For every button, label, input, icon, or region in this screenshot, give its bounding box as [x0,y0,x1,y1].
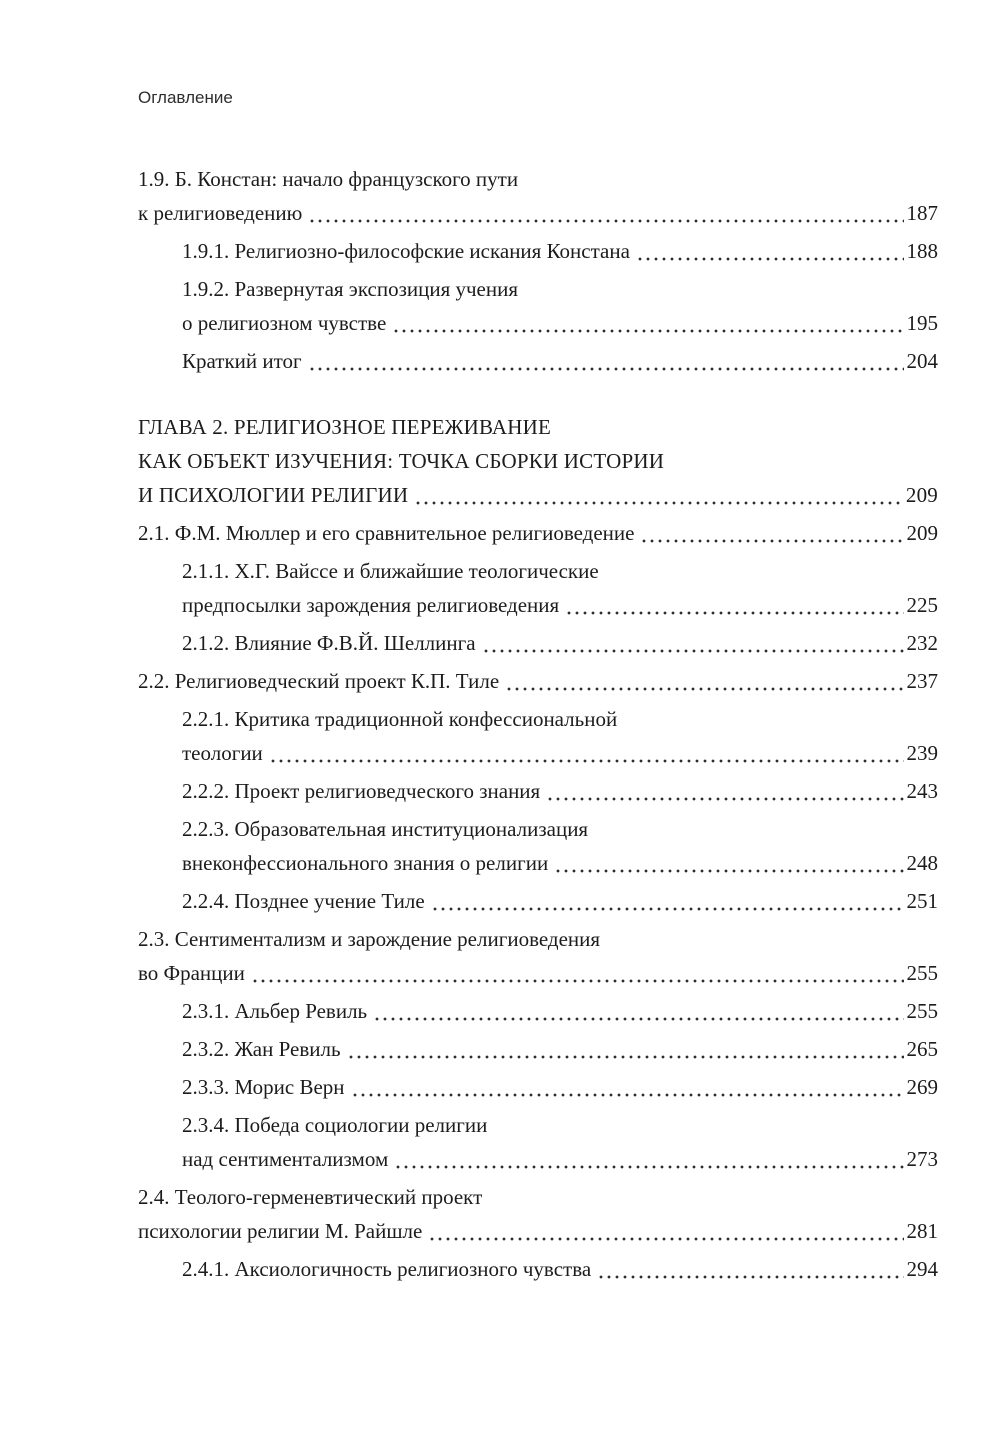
page-number: 251 [906,889,938,913]
toc-entry-title: КАК ОБЪЕКТ ИЗУЧЕНИЯ: ТОЧКА СБОРКИ ИСТОРИИ [138,449,665,473]
dot-leader [565,588,903,622]
toc-entry-title: 2.1.1. Х.Г. Вайссе и ближайшие теологические [182,559,599,583]
toc-line [182,812,938,846]
toc-entry-title: 2.1.2. Влияние Ф.В.Й. Шеллинга [182,631,476,655]
toc-entry-title: 1.9.1. Религиозно-философские искания Констана [182,239,630,263]
toc-entry [138,272,938,340]
dot-leader [482,626,904,660]
toc-line [182,554,938,588]
dot-leader [505,664,903,698]
toc-line [138,956,938,990]
toc-line [182,1252,938,1286]
toc-entry-title: 2.3.2. Жан Ревиль [182,1037,341,1061]
toc-line [182,1108,938,1142]
toc-line [182,774,938,808]
toc-entry [138,812,938,880]
toc-line [138,162,938,196]
toc-entry-title: 2.3. Сентиментализм и зарождение религиоведения [138,927,601,951]
page-number: 255 [906,961,938,985]
toc-entry [138,1252,938,1286]
toc-line [138,196,938,230]
toc-line [138,1180,938,1214]
toc-line [138,922,938,956]
dot-leader [640,516,903,550]
toc-entry-title: 2.3.3. Морис Верн [182,1075,345,1099]
toc-line [138,444,938,478]
dot-leader [308,196,903,230]
page-number: 195 [906,311,938,335]
toc-entry [138,702,938,770]
toc-entry-title: над сентиментализмом [182,1147,389,1171]
toc-entry-title: о религиозном чувстве [182,311,387,335]
running-head: Оглавление [138,88,233,107]
toc-entry-title: 2.4. Теолого-герменевтический проект [138,1185,483,1209]
toc-entry-title: И ПСИХОЛОГИИ РЕЛИГИИ [138,483,409,507]
page-number: 204 [906,349,938,373]
toc-entry [138,1070,938,1104]
toc-entry-title: к религиоведению [138,201,303,225]
toc-entry [138,234,938,268]
toc-entry [138,922,938,990]
toc-entry-title: ГЛАВА 2. РЕЛИГИОЗНОЕ ПЕРЕЖИВАНИЕ [138,415,551,439]
toc-line [182,884,938,918]
toc-entry-title: 2.3.1. Альбер Ревиль [182,999,368,1023]
toc-entry-title: во Франции [138,961,245,985]
toc-line [182,344,938,378]
page-number: 294 [906,1257,938,1281]
dot-leader [431,884,904,918]
toc-entry [138,554,938,622]
page-number: 265 [906,1037,938,1061]
dot-leader [394,1142,903,1176]
dot-leader [392,306,903,340]
toc-line [138,478,938,512]
toc-entry [138,344,938,378]
toc-line [182,1032,938,1066]
toc-line [138,1214,938,1248]
toc-entry-title: Краткий итог [182,349,302,373]
page-number: 188 [906,239,938,263]
toc-entry [138,994,938,1028]
toc-entry-title: 2.2.4. Позднее учение Тиле [182,889,425,913]
toc-entry-title: 2.1. Ф.М. Мюллер и его сравнительное религиоведение [138,521,635,545]
page-number: 243 [906,779,938,803]
toc-entry-title: 2.2.3. Образовательная институционализация [182,817,589,841]
toc-entry [138,1032,938,1066]
toc-list [138,162,938,1286]
toc-line [182,994,938,1028]
dot-leader [597,1252,903,1286]
page-number: 232 [906,631,938,655]
toc-line [182,234,938,268]
toc-entry [138,774,938,808]
toc-entry-title: 1.9. Б. Констан: начало французского пути [138,167,519,191]
toc-line [138,516,938,550]
toc-line [182,626,938,660]
toc-line [182,588,938,622]
toc-entry [138,884,938,918]
toc-line [182,846,938,880]
toc-entry-title: теологии [182,741,263,765]
toc-line [182,702,938,736]
toc-line [138,664,938,698]
dot-leader [351,1070,904,1104]
toc-line [182,1070,938,1104]
page-number: 209 [906,521,938,545]
dot-leader [636,234,904,268]
dot-leader [347,1032,904,1066]
toc-entry-title: 1.9.2. Развернутая экспозиция учения [182,277,518,301]
toc-entry-title: 2.4.1. Аксиологичность религиозного чувства [182,1257,592,1281]
toc-entry-title: 2.3.4. Победа социологии религии [182,1113,488,1137]
toc-line [182,1142,938,1176]
page-number: 187 [906,201,938,225]
toc-line [182,306,938,340]
toc-entry [138,162,938,230]
dot-leader [414,478,903,512]
page-number: 209 [905,483,938,507]
toc-line [182,272,938,306]
toc-entry [138,516,938,550]
dot-leader [308,344,904,378]
toc-entry-title: 2.2.2. Проект религиоведческого знания [182,779,541,803]
toc-entry-title: 2.2.1. Критика традиционной конфессиональной [182,707,618,731]
toc-entry [138,1180,938,1248]
page-number: 237 [906,669,938,693]
toc-entry-title: психологии религии М. Райшле [138,1219,423,1243]
page-number: 255 [906,999,938,1023]
dot-leader [428,1214,903,1248]
toc-entry-title: внеконфессионального знания о религии [182,851,549,875]
toc-entry [138,410,938,512]
toc-entry [138,664,938,698]
dot-leader [546,774,903,808]
page-number: 239 [906,741,938,765]
page-number: 269 [906,1075,938,1099]
toc-entry-title: 2.2. Религиоведческий проект К.П. Тиле [138,669,500,693]
toc-entry-title: предпосылки зарождения религиоведения [182,593,560,617]
toc-line [138,410,938,444]
page-number: 273 [906,1147,938,1171]
dot-leader [251,956,904,990]
dot-leader [373,994,903,1028]
dot-leader [269,736,904,770]
page-number: 248 [906,851,938,875]
toc-entry [138,626,938,660]
dot-leader [554,846,903,880]
toc-line [182,736,938,770]
page-number: 281 [906,1219,938,1243]
toc-entry [138,1108,938,1176]
page-number: 225 [906,593,938,617]
